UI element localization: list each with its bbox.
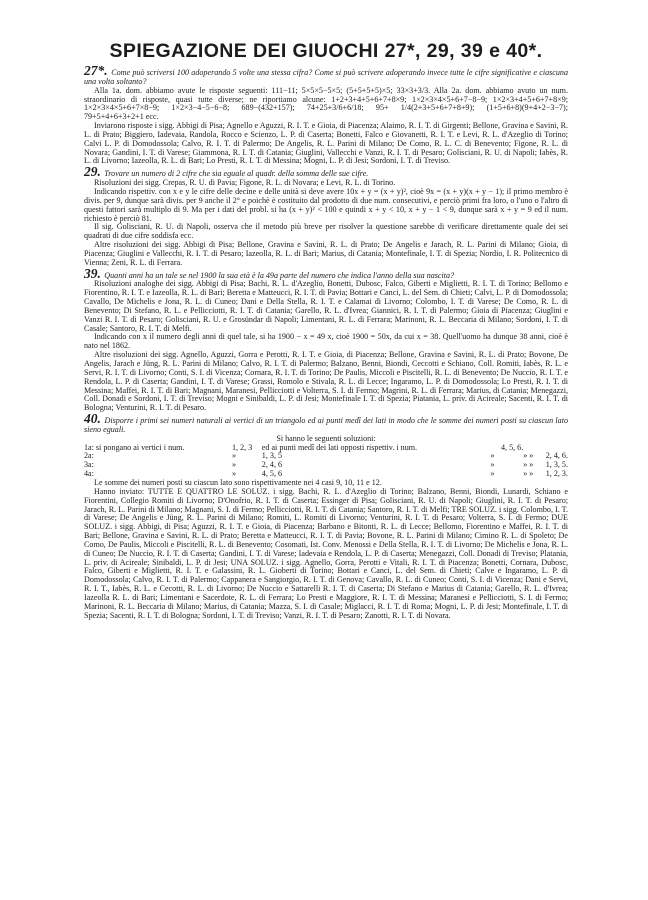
body-text — [84, 63, 569, 620]
table-cell: 1, 3, 5 — [261, 451, 283, 461]
problem-number: 27*. — [84, 63, 112, 78]
table-cell: 4, 5, 6 — [261, 469, 283, 479]
table-cell: 2, 4, 6. — [545, 451, 568, 461]
table-cell: 2, 4, 6 — [261, 460, 283, 470]
table-cell: » — [232, 460, 237, 470]
table-cell: 4a: — [84, 469, 94, 479]
problem-statement — [84, 411, 569, 435]
paragraph: Indicando rispettiv. con x e y le cifre delle decine e delle unità si deve avere 10x + y = (x + y)², cioè 9x = (x + y)(x + y − 1); il primo membro è divis. per 9, dunque sarà divis. per 9 anche il 2° e poichè è costituito dal prodotto di due num. consecutivi, e perciò primi fra loro, o l'uno o l'altro di questi fattori sarà multiplo di 9. Ma per i dati del probl. si ha (x + y)² < 100 e quindi x + y < 10, x + y − 1 < 9, dunque sarà x + y = 9 ed il num. richiesto è perciò 81. — [84, 186, 568, 223]
table-cell: 3a: — [84, 460, 94, 470]
table-cell: » — [523, 469, 528, 479]
paragraph: Le somme dei numeri posti su ciascun lato sono rispettivamente nei 4 casi 9, 10, 11 e 12. — [94, 477, 382, 487]
table-row — [84, 461, 568, 470]
table-cell: » — [490, 451, 495, 461]
table-cell: » — [529, 469, 534, 479]
table-cell: 1, 2, 3 — [232, 442, 253, 452]
solutions-table — [84, 444, 568, 479]
paragraph: Altre risoluzioni dei sigg. Agnello, Aguzzi, Gorra e Perotti, R. I. T. e Gioia, di Piacenza; Bellone, Gravina e Savini, R. L. di Prato; Bovone, De Angelis, Jarach e Jüng, R. L. Parini di Milano; Calvo, R. I. T. di Palermo; Balzano, Benni, Biondi, Ceccotti e Schiano, Coll. Romiti, Iabès, R. L. e Servi, R. I. T. di Livorno; Conti, S. I. di Vicenza; Cornara, R. I. T. di Torino; De Paulis, Miccoli e Piscitelli, R. L. di Benevento; De Nuccio, R. I. T. e Rendola, L. P. di Caserta; Gandini, I. T. di Varese; Grassi, Romolo e Stivala, R. L. di Lecce; Ingaramo, L. P. di Domodossola; Lo Presti, R. I. T. di Messina; Maffei, R. I. T. di Bari; Magnani, Maranesi, Pellicciotti e Volterra, S. I. di Fermo; Magrini, R. L. di Ferrara; Marius, di Catania; Menegazzi, Coll. Donadi e Sordoni, I. T. di Treviso; Mogni e Sinibaldi, L. P. di Jesi; Montefinale I. T. di Spezia; Piatania, L. prív. di Acireale; Sacenti, R. I. T. di Bologna; Venturini, R. I. T. di Pesaro. — [84, 350, 568, 413]
paragraph: Il sig. Golisciani, R. U. di Napoli, osserva che il metodo più breve per risolver la questione sarebbe di verificare direttamente quale dei sei quadrati di due cifre soddisfa ecc. — [84, 222, 568, 241]
paragraph: Inviarono risposte i sigg. Abbigi di Pisa; Agnello e Aguzzi, R. I. T. e Gioia, di Piacenza; Alaimo, R. I. T. di Girgenti; Bellone, Gravina e Savini, R. L. di Prato; Biggiero, Iadevaia, Randola, Rocco e Scienzo, L. P. di Caserta; Bonetti, Falco e Giovanetti, R. I. T. e Levi, R. L. d'Azeglio di Torino; Calvi L. P. di Domodossola; Calvo, R. I. T. di Palermo; De Angelis, R. L. Parini di Milano; De Como, R. L. C. di Benevento; Figone, R. L. di Novara; Gandini, I. T. di Varese; Giammona, R. I. T. di Catania; Giuglini, Vallecchi e Vanzi, R. I. T. di Pesaro; Golisciani, R. U. di Napoli; Iabès, R. L. di Livorno; Iazeolla, R. L. di Bari; Lo Presti, R. I. T. di Messina; Mogni, L. P. di Jesi; Sordoni, I. T. di Treviso. — [84, 121, 568, 166]
paragraph: Hanno inviato: TUTTE E QUATTRO LE SOLUZ. i sigg. Bachi, R. L. d'Azeglio di Torino; Balzano, Benni, Biondi, Lunardi, Schiano e Fiorentini, Collegio Romiti di Livorno; D'Onofrio, R. I. T. di Caserta; Essinger di Pisa; Golisciani, R. U. di Napoli; Giuglini, R. I. T. di Pesaro; Jarach, R. L. Parini di Milano; Magnani, S. I. di Fermo; Pellicciotti, R. I. T. di Catania; Santoro, R. I. T. di Melfi; TRE SOLUZ. i sigg. Colombo, I. T. di Varese; De Angelis e Jüng, R. L. Parini di Milano; Romiti, L. Romiti di Livorno; Venturini, R. I. T. di Pesaro; Volterra, S. I. di Fermo; DUE SOLUZ. i sigg. Abbigi, di Pisa; Aguzzi, R. I. T. e Gioia, di Piacenza; Barbano e Bitonti, R. L. di Lecce; Bellomo, Fiorentino e Maffei, R. I. T. di Bari; Bellone, Gravina e Savini, R. L. di Prato; Beretta e Matteucci, R. I. T. di Pavia; Bovone, R. L. Parini di Milano; Cimino R. L. di Spoleto; De Como, De Paulis, Miccoli e Piscitelli, R. L. di Benevento; Cosomati, Ist. Conv. Menossi e Della Stella, R. I. T. di Livorno; De Michelis e Jona, R. L. di Cuneo; De Nuccio, R. I. T. di Caserta; Gandini, I. T. di Varese; Iadevaia e Rendola, L. P. di Caserta; Menegazzi, Coll. Donadi di Treviso; Platania, L. priv. di Acireale; Sinibaldi, L. P. di Jesi; UNA SOLUZ. i sigg. Agnello, Gorra, Perotti e Vitali, R. I. T. di Piacenza; Bonetti, Cornara, Dubosc, Falco, Giberti e Miglietti, R. I. T. e Galassini, R. L. Gioberti di Torino; Bottari e Canci, L. del Sem. di Chieti; Calve e Ingaramo, L. P. di Domodossola; Calvo, R. I. T. di Palermo; Cappanera e Sangiorgio, R. I. T. di Genova; Cavallo, R. L. di Cuneo; Conti, S. I. di Vicenza; Dani e Servi, R. I. T., Iabès, R. L. e Cecotti, R. L. di Livorno; De Nuccio e Sattarelli R. I. T. di Caserta; Di Stefano e Marius di Catania; Garello, R. L. d'Ivrea; Iazeolla R. L. di Bari; Limentani e Sacerdote, R. L. di Ferrara; Lo Presti e Maggiore, R. I. T. di Messina; Maranesi e Pellicciotti, S. I. di Fermo; Marinoni, R. L. Beccaria di Milano; Marius, di Catania; Mazza, S. I. di Casale; Miglacci, R. I. T. di Roma; Mogni, L. P. di Jesi; Montefinale, I. T. di Spezia; Sacenti, R. I. T. di Bologna; Sordoni, I. T. di Treviso; Vanzi, R. I. T. di Pesaro; Zanotti, R. I. T. di Novara. — [84, 486, 568, 620]
table-row — [84, 452, 568, 461]
table-cell: ed ai punti medî dei lati opposti rispettiv. i num. — [261, 442, 418, 452]
problem-text: Disporre i primi sei numeri naturali ai vertici di un triangolo ed ai punti medî dei lati in modo che le somme dei numeri posti su ciascun lato sieno eguali. — [84, 416, 569, 434]
table-cell: 1, 3, 5. — [545, 460, 568, 470]
table-row — [84, 444, 568, 453]
problem-number: 40. — [84, 411, 105, 427]
problem-number: 29. — [84, 164, 105, 180]
table-cell: » — [490, 460, 495, 470]
page-title: SPIEGAZIONE DEI GIUOCHI 27*, 29, 39 e 40*. — [109, 40, 543, 62]
problem-text: Come può scriversi 100 adoperando 5 volte una stessa cifra? Come si può scrivere adoperando invece tutte le cifre significative e ciascuna una volta soltanto? — [84, 68, 568, 86]
table-cell: 2a: — [84, 451, 94, 461]
paragraph: Risoluzioni analoghe dei sigg. Abbigi di Pisa; Bachi, R. L. d'Azeglio, Bonetti, Dubosc, Falco, Giberti e Miglietti, R. I. T. di Torino; Bellomo e Fiorentino, R. I. T. e Iazeolla, R. L. di Bari; Beretta e Matteucci, R. I. T. di Pavia; Bottari e Canci, L. del Sem. di Chieti; Calvi, L. P. di Domodossola; Cavallo, De Michelis e Jona, R. L. di Cuneo; Dani e Della Stella, R. I. T. e Calamai di Livorno; Colombo, I. T. di Varese; De Como, R. L. di Benevento; Di Stefano, R. L. e Pellicciotti, R. I. T. di Catania; Garello, R. L. d'Ivrea; Giannici, R. I. T. di Palermo; Gioia di Piacenza; Giuglini e Vanzi R. I. T. di Pesaro; Golisciani, R. U. e Grosündar di Napoli; Limentani, R. L. di Ferrara; Marinoni, R. L. Beccaria di Milano; Sordoni, I. T. di Casale; Santoro, R. I. T. di Melfi. — [84, 279, 568, 333]
table-cell: » — [529, 460, 534, 470]
problem-statement — [84, 63, 568, 87]
table-cell: » — [490, 469, 495, 479]
table-cell: » — [523, 460, 528, 470]
table-cell: » — [232, 469, 237, 479]
paragraph: Risoluzioni dei sigg. Crepas, R. U. di Pavia; Figone, R. L. di Novara; e Levi, R. L. di Torino. — [94, 178, 396, 188]
table-cell: » — [529, 451, 534, 461]
table-cell: » — [523, 451, 528, 461]
problem-text: Trovare un numero di 2 cifre che sia eguale al quadr. della somma delle sue cifre. — [104, 169, 369, 179]
paragraph: Alla 1a. dom. abbiamo avute le risposte seguenti: 111−11; 5×5×5−5×5; (5+5+5+5)×5; 33×3+3/3. Alla 2a. dom. abbiamo avuto un num. straordinario di risposte, quasi tutte diverse; ne riportiamo alcune: 1+2+3+4+5+6+7+8×9; 1×2×3×4×5+6+7−8−9; 1×2×3+4+5+6+7+8×9; 1×2×3×4×5+6+7×8−9; 1×2×3−4−5−6−8; 689−(432+157); 74+25+3/6+6/18; 95+ 1/4(2+3+5+6+7+8+9); (1+5+6+8)(9+4+2−3−7); 79+5+4+6+3+2+1 ecc. — [84, 85, 568, 122]
problem-number: 39. — [84, 265, 105, 281]
table-cell: 1, 2, 3. — [545, 469, 568, 479]
section-line: Si hanno le seguenti soluzioni: — [276, 433, 376, 443]
table-cell: 4, 5, 6. — [500, 442, 524, 452]
paragraph: Altre risoluzioni dei sigg. Abbigi di Pisa; Bellone, Gravina e Savini, R. L. di Prato; De Angelis e Jarach, R. L. Parini di Milano; Gioia, di Piacenza; Giuglini e Vallecchi, R. I. T. di Pesaro; Iazeolla, R. L. di Bari; Marius, di Catania; Montefinale, I. T. di Spezia; Nordio, I. R. Politecnico di Vienna; Zeni, R. L. di Ferrara. — [84, 240, 568, 267]
table-cell: 1a: si pongano ai vertici i num. — [84, 442, 185, 452]
paragraph: Indicando con x il numero degli anni di quel tale, si ha 1900 − x = 49 x, cioè 1900 = 50x, da cui x = 38. Quell'uomo ha dunque 38 anni, cioè è nato nel 1862. — [84, 332, 568, 351]
table-cell: » — [232, 451, 237, 461]
problem-text: Quanti anni ha un tale se nel 1900 la sua età è la 49a parte del numero che indica l'anno della sua nascita? — [104, 270, 455, 280]
